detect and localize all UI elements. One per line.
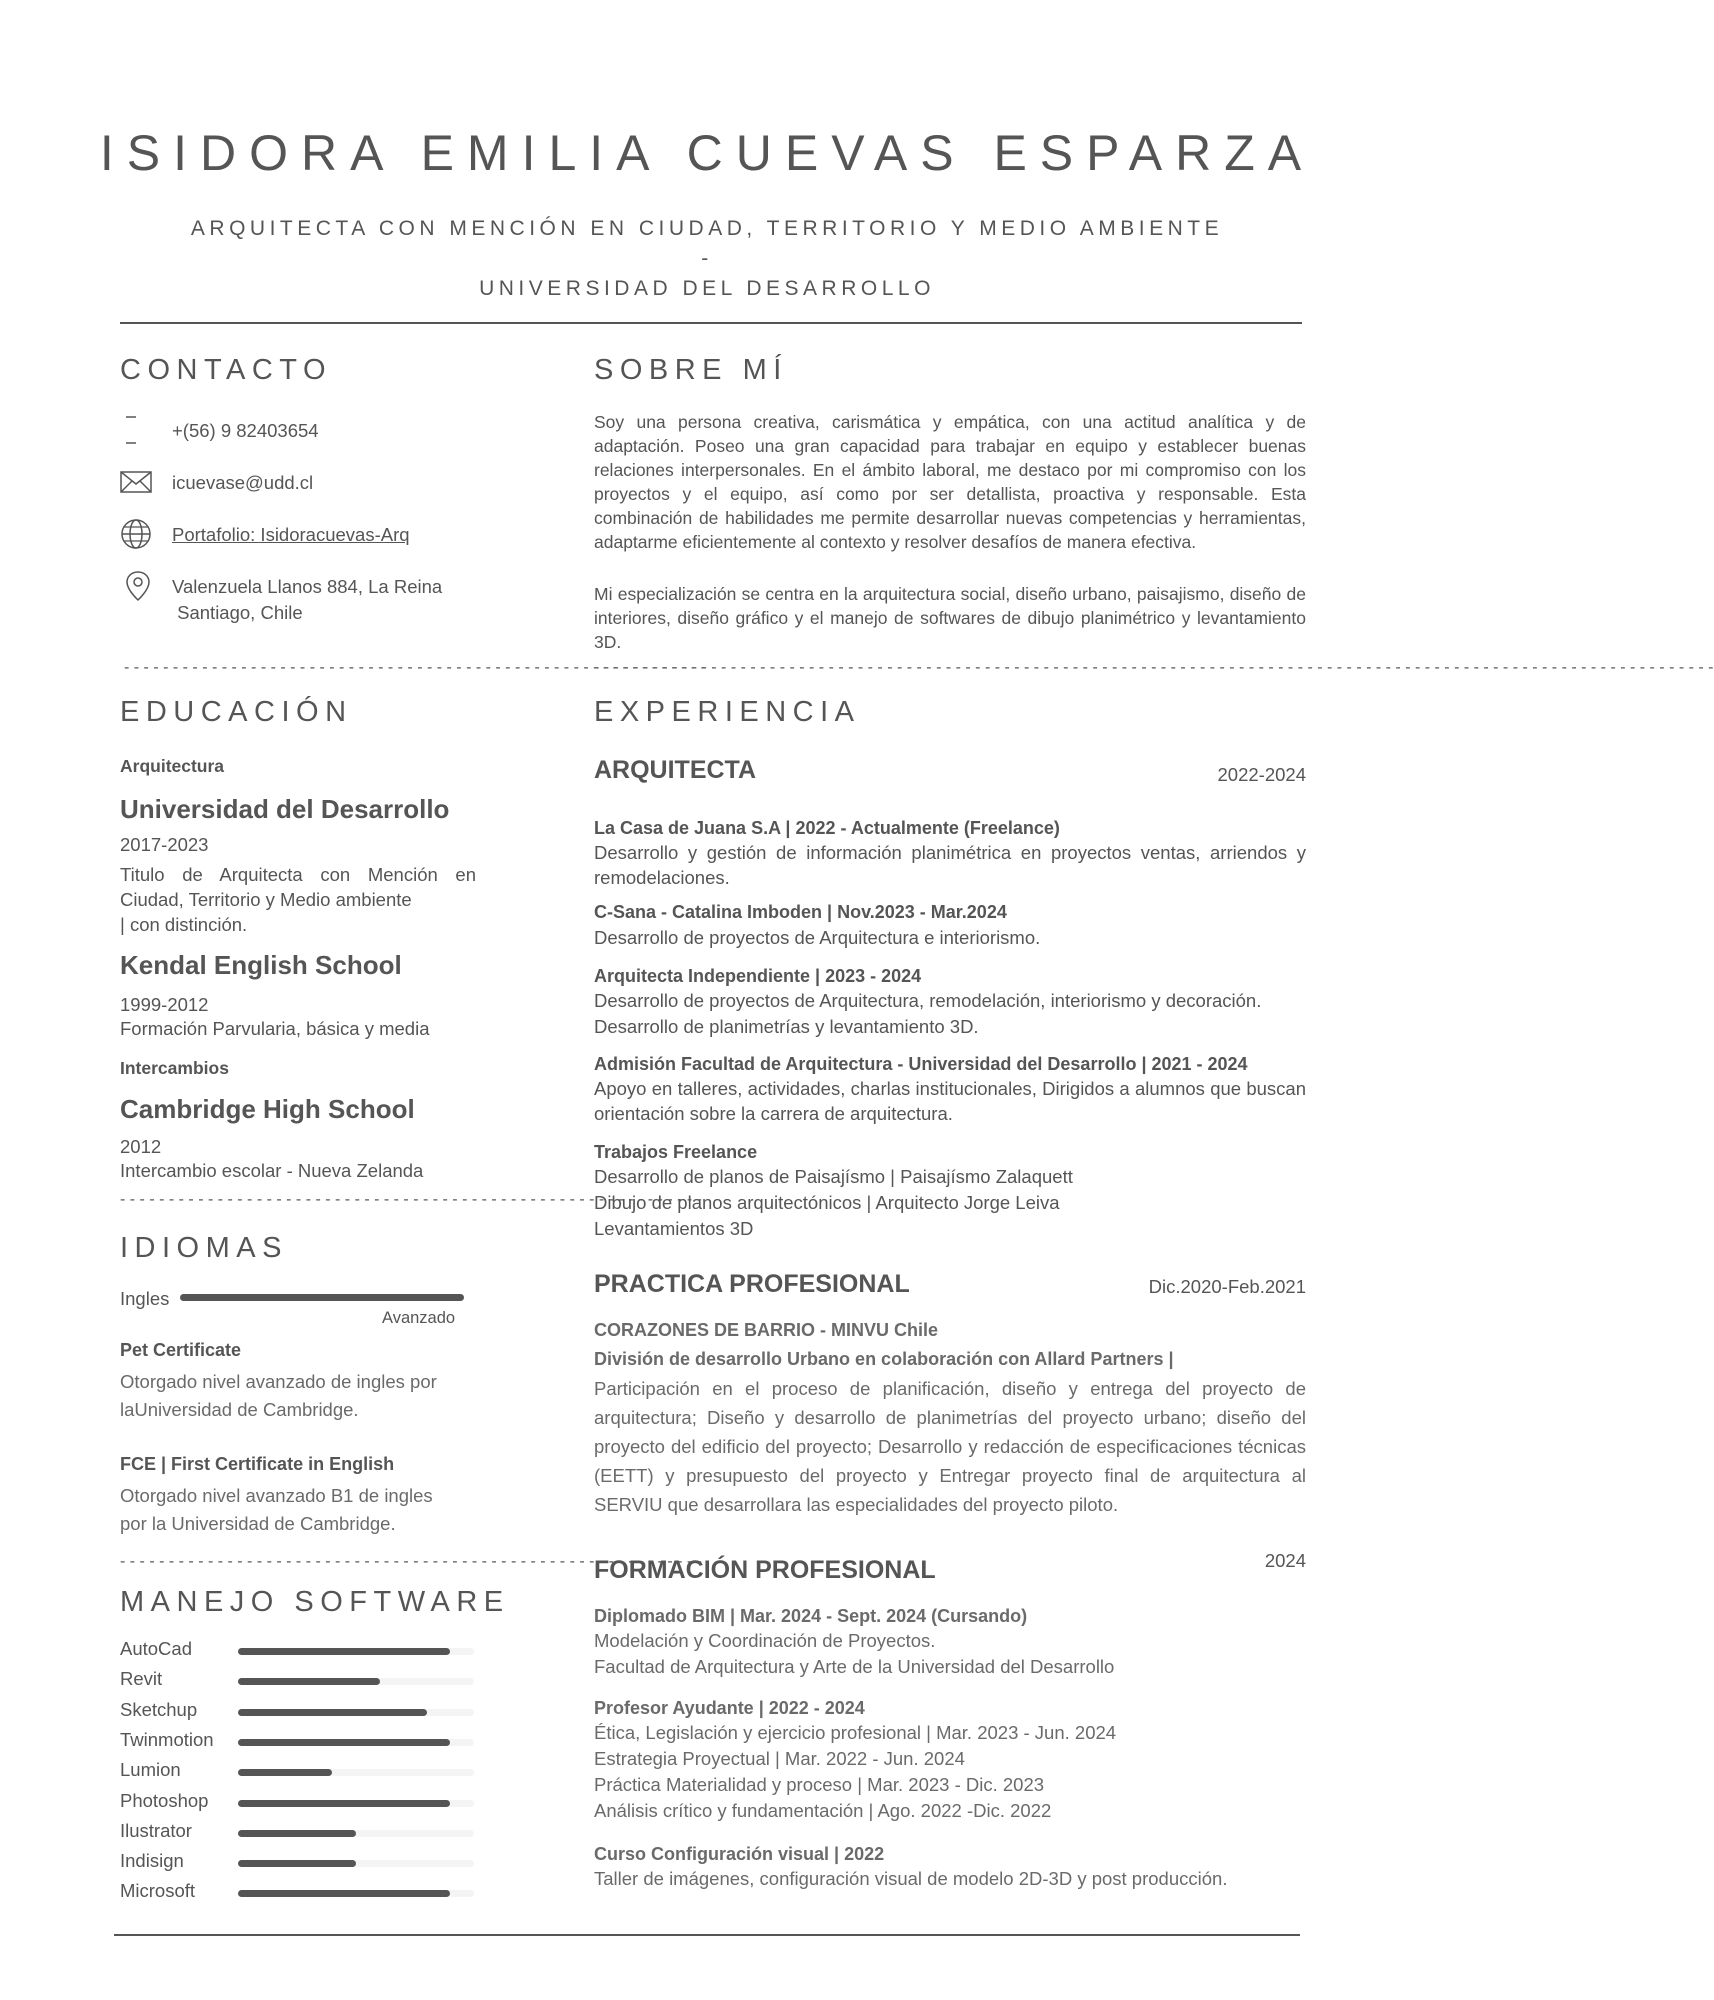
cert2-title: FCE | First Certificate in English [120,1454,395,1474]
practice-desc: Participación en el proceso de planificación, diseño y entrega del proyecto de arquitectura; Diseño y desarrollo de planimetrías del proyecto urbano; diseño del proyecto del edificio del proyecto; Desarrollo y redacción de especificaciones técnicas (EETT) y presupuesto del proyecto y Entregar proyecto final de arquitectura al SERVIU que desarrollara las especialidades del proyecto piloto. [594,1378,1306,1515]
address-line-1: Valenzuela Llanos 884, La Reina [172,576,443,597]
software-name: Sketchup [120,1699,198,1720]
software-level-fill [238,1709,427,1716]
phone-icon [120,414,152,446]
job4-title: Admisión Facultad de Arquitectura - Universidad del Desarrollo | 2021 - 2024 [594,1054,1248,1074]
software-name: Twinmotion [120,1729,214,1750]
education-udd-desc-2: Ciudad, Territorio y Medio ambiente [120,889,412,910]
software-level-bar [238,1709,474,1716]
contact-divider: - - - - - - - - - - - - - - - - - - - - - - - - - - - - - - - - - - - - - - - - - - - - - - - - - - - - - - - - - - - - [124,659,706,676]
prof-desc-3: Práctica Materialidad y proceso | Mar. 2023 - Dic. 2023 [594,1774,1045,1795]
training-year: 2024 [1264,1550,1306,1571]
education-cambridge-years: 2012 [120,1136,162,1157]
practice-org: CORAZONES DE BARRIO - MINVU Chile [594,1320,939,1340]
software-level-bar [238,1890,474,1897]
job5-desc-3: Levantamientos 3D [594,1218,754,1239]
exp-architect-heading: ARQUITECTA [594,756,757,784]
job1-desc: Desarrollo y gestión de información planimétrica en proyectos ventas, arriendos y remodelaciones. [594,842,1306,888]
language-level-fill [180,1294,464,1301]
software-level-bar [238,1678,474,1685]
header-divider [120,322,1302,324]
software-level-fill [238,1890,450,1897]
education-label-exchanges: Intercambios [120,1058,229,1078]
software-name: Photoshop [120,1790,209,1811]
education-udd-name: Universidad del Desarrollo [120,794,450,824]
education-udd-desc-3: | con distinción. [120,914,248,935]
bim-desc-2: Facultad de Arquitectura y Arte de la Universidad del Desarrollo [594,1656,1115,1677]
software-name: Lumion [120,1759,181,1780]
software-level-fill [238,1800,450,1807]
contact-title: CONTACTO [120,354,333,386]
software-level-bar [238,1739,474,1746]
about-paragraph-2: Mi especialización se centra en la arquitectura social, diseño urbano, paisajismo, diseño de interiores, diseño gráfico y el manejo de softwares de dibujo planimétrico y levantamiento 3D. [594,584,1306,652]
prof-desc-2: Estrategia Proyectual | Mar. 2022 - Jun. 2024 [594,1748,965,1769]
education-kendal-years: 1999-2012 [120,994,209,1015]
education-kendal-name: Kendal English School [120,950,402,980]
job4-desc: Apoyo en talleres, actividades, charlas institucionales, Dirigidos a alumnos que buscan orientación sobre la carrera de arquitectura. [594,1078,1306,1124]
languages-divider: - - - - - - - - - - - - - - - - - - - - - - - - - - - - - - - - - - - - - - - - - - - - - - - - - - - - - - - - - - - - [120,1553,702,1570]
phone-number[interactable]: +(56) 9 82403654 [172,420,319,441]
about-title: SOBRE MÍ [594,354,788,386]
prof-desc-4: Análisis crítico y fundamentación | Ago. 2022 -Dic. 2022 [594,1800,1052,1821]
software-level-fill [238,1830,356,1837]
about-divider: - - - - - - - - - - - - - - - - - - - - - - - - - - - - - - - - - - - - - - - - - - - - - - - - - - - - - - - - - - - - - - - - - - - - - - - - - - - - - - - - - - - - - - - - - - - - - - - - - - - - - - - - - - - - - - - - - - - [594,659,1714,676]
job1-title: La Casa de Juana S.A | 2022 - Actualmente (Freelance) [594,818,1060,838]
email-address[interactable]: icuevase@udd.cl [172,472,314,493]
job5-title: Trabajos Freelance [594,1142,758,1162]
bim-desc-1: Modelación y Coordinación de Proyectos. [594,1630,936,1651]
software-level-bar [238,1830,474,1837]
cert1-title: Pet Certificate [120,1340,242,1360]
software-level-fill [238,1860,356,1867]
job3-desc-1: Desarrollo de proyectos de Arquitectura, remodelación, interiorismo y decoración. [594,990,1262,1011]
curso-title: Curso Configuración visual | 2022 [594,1844,885,1864]
address-line-2: Santiago, Chile [172,602,303,623]
education-cambridge-desc: Intercambio escolar - Nueva Zelanda [120,1160,424,1181]
languages-title: IDIOMAS [120,1232,288,1264]
education-divider: - - - - - - - - - - - - - - - - - - - - - - - - - - - - - - - - - - - - - - - - - - - - - - - - - - - - - - - - - - - - [120,1191,702,1208]
software-name: Microsoft [120,1880,196,1901]
cert2-line-1: Otorgado nivel avanzado B1 de ingles [120,1485,433,1506]
experience-title: EXPERIENCIA [594,696,861,728]
footer-divider [114,1934,1300,1936]
cert2-line-2: por la Universidad de Cambridge. [120,1513,396,1534]
software-name: Revit [120,1668,163,1689]
envelope-icon [120,466,152,498]
practice-sub: División de desarrollo Urbano en colaboración con Allard Partners | [594,1349,1174,1369]
software-level-bar [238,1800,474,1807]
subtitle-line-2: UNIVERSIDAD DEL DESARROLLO [479,277,935,300]
job5-desc-1: Desarrollo de planos de Paisajísmo | Paisajísmo Zalaquett [594,1166,1073,1187]
language-level-bar [180,1294,464,1301]
globe-icon [120,518,152,550]
exp-architect-years: 2022-2024 [1217,764,1306,785]
education-udd-desc-1: Titulo de Arquitecta con Mención en [120,864,476,885]
subtitle-line-1: ARQUITECTA CON MENCIÓN EN CIUDAD, TERRITORIO Y MEDIO AMBIENTE - [190,217,1224,270]
software-name: Ilustrator [120,1820,192,1841]
education-label-architecture: Arquitectura [120,756,225,776]
about-paragraph-1: Soy una persona creativa, carismática y empática, con una actitud analítica y de adaptación. Poseo una gran capacidad para trabajar en equipo y establecer buenas relaciones interpersonales. En el ámbito laboral, me destaco por mi compromiso con los proyectos y el equipo, así como por ser detallista, proactiva y responsable. Esta combinación de habilidades me permite desarrollar nuevas competencias y herramientas, adaptarme eficientemente al contexto y resolver desafíos de manera efectiva. [594,412,1306,552]
prof-title: Profesor Ayudante | 2022 - 2024 [594,1698,865,1718]
education-cambridge-name: Cambridge High School [120,1094,415,1124]
job3-desc-2: Desarrollo de planimetrías y levantamiento 3D. [594,1016,979,1037]
education-title: EDUCACIÓN [120,696,353,728]
software-level-bar [238,1648,474,1655]
job3-title: Arquitecta Independiente | 2023 - 2024 [594,966,922,986]
software-name: Indisign [120,1850,184,1871]
cert1-line-1: Otorgado nivel avanzado de ingles por [120,1371,437,1392]
education-kendal-desc: Formación Parvularia, básica y media [120,1018,430,1039]
portfolio-link[interactable]: Portafolio: Isidoracuevas-Arq [172,524,410,545]
cert1-line-2: laUniversidad de Cambridge. [120,1399,359,1420]
software-level-bar [238,1769,474,1776]
practice-dates: Dic.2020-Feb.2021 [1148,1276,1306,1297]
software-name: AutoCad [120,1638,192,1659]
job5-desc-2: Dibujo de planos arquitectónicos | Arquitecto Jorge Leiva [594,1192,1060,1213]
job2-title: C-Sana - Catalina Imboden | Nov.2023 - Mar.2024 [594,902,1007,922]
job2-desc: Desarrollo de proyectos de Arquitectura e interiorismo. [594,927,1041,948]
prof-desc-1: Ética, Legislación y ejercicio profesional | Mar. 2023 - Jun. 2024 [594,1722,1117,1743]
curso-desc: Taller de imágenes, configuración visual de modelo 2D-3D y post producción. [594,1868,1228,1889]
full-name: ISIDORA EMILIA CUEVAS ESPARZA [99,125,1315,181]
software-level-fill [238,1678,380,1685]
software-title: MANEJO SOFTWARE [120,1586,510,1618]
software-level-fill [238,1769,332,1776]
professional-subtitle [190,214,1224,304]
software-level-fill [238,1739,450,1746]
practice-heading: PRACTICA PROFESIONAL [594,1270,910,1298]
bim-title: Diplomado BIM | Mar. 2024 - Sept. 2024 (Cursando) [594,1606,1028,1626]
software-level-fill [238,1648,450,1655]
location-pin-icon [122,570,154,602]
education-udd-years: 2017-2023 [120,834,209,855]
language-name: Ingles [120,1288,170,1309]
language-level-label: Avanzado [382,1309,456,1327]
software-level-bar [238,1860,474,1867]
training-heading: FORMACIÓN PROFESIONAL [594,1556,936,1584]
